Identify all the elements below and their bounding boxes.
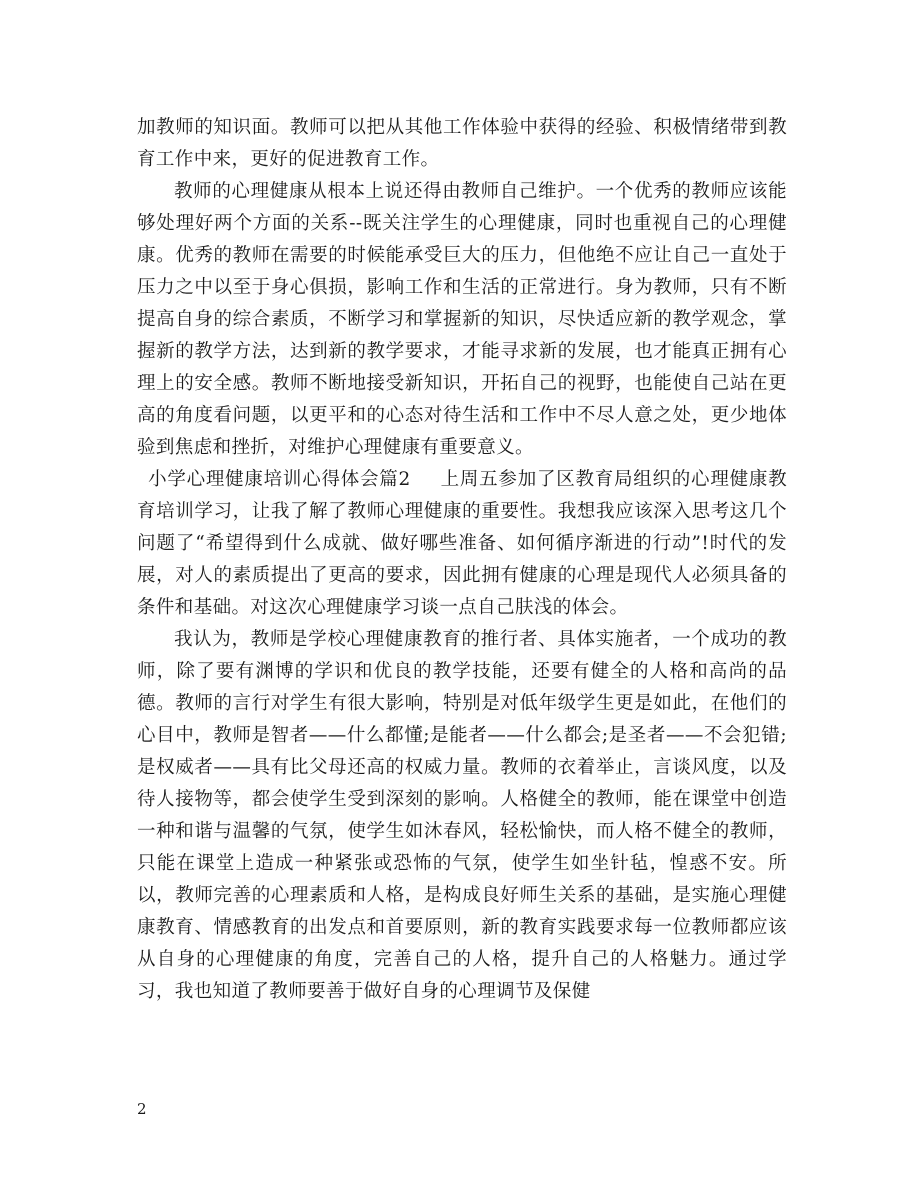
paragraph-4: 我认为，教师是学校心理健康教育的推行者、具体实施者，一个成功的教师，除了要有渊博的学识和优良的教学技能，还要有健全的人格和高尚的品德。教师的言行对学生有很大影响，特别是对低年级学生更是如此，在他们的心目中，教师是智者——什么都懂;是能者——什么都会;是圣者——不会犯错;是权威者——具有比父母还高的权威力量。教师的衣着举止，言谈风度，以及待人接物等，都会使学生受到深刻的影响。人格健全的教师，能在课堂中创造一种和谐与温馨的气氛，使学生如沐春风，轻松愉快，而人格不健全的教师，只能在课堂上造成一种紧张或恐怖的气氛，使学生如坐针毡，惶惑不安。所以，教师完善的心理素质和人格，是构成良好师生关系的基础，是实施心理健康教育、情感教育的出发点和首要原则，新的教育实践要求每一位教师都应该从自身的心理健康的角度，完善自己的人格，提升自己的人格魅力。通过学习，我也知道了教师要善于做好自身的心理调节及保健 bbox=[137, 629, 787, 1002]
paragraph-2: 教师的心理健康从根本上说还得由教师自己维护。一个优秀的教师应该能够处理好两个方面的关系--既关注学生的心理健康，同时也重视自己的心理健康。优秀的教师在需要的时候能承受巨大的压力，但他绝不应让自己一直处于压力之中以至于身心俱损，影响工作和生活的正常进行。身为教师，只有不断提高自身的综合素质，不断学习和掌握新的知识，尽快适应新的教学观念，掌握新的教学方法，达到新的教学要求，才能寻求新的发展，也才能真正拥有心理上的安全感。教师不断地接受新知识，开拓自己的视野，也能使自己站在更高的角度看问题，以更平和的心态对待生活和工作中不尽人意之处，更少地体验到焦虑和挫折，对维护心理健康有重要意义。 bbox=[137, 181, 787, 458]
page-number: 2 bbox=[137, 1100, 147, 1118]
paragraph-3-text: 上周五参加了区教育局组织的心理健康教育培训学习，让我了解了教师心理健康的重要性。我想我应该深入思考这几个问题了“希望得到什么成就、做好哪些准备、如何循序渐进的行动”!时代的发展，对人的素质提出了更高的要求，因此拥有健康的心理是现代人必须具备的条件和基础。对这次心理健康学习谈一点自己肤浅的体会。 bbox=[137, 469, 788, 618]
section-heading: 小学心理健康培训心得体会篇2 bbox=[148, 469, 411, 490]
paragraph-3 bbox=[137, 464, 787, 624]
document-body bbox=[137, 112, 787, 1008]
paragraph-1: 加教师的知识面。教师可以把从其他工作体验中获得的经验、积极情绪带到教育工作中来，更好的促进教育工作。 bbox=[137, 117, 787, 170]
